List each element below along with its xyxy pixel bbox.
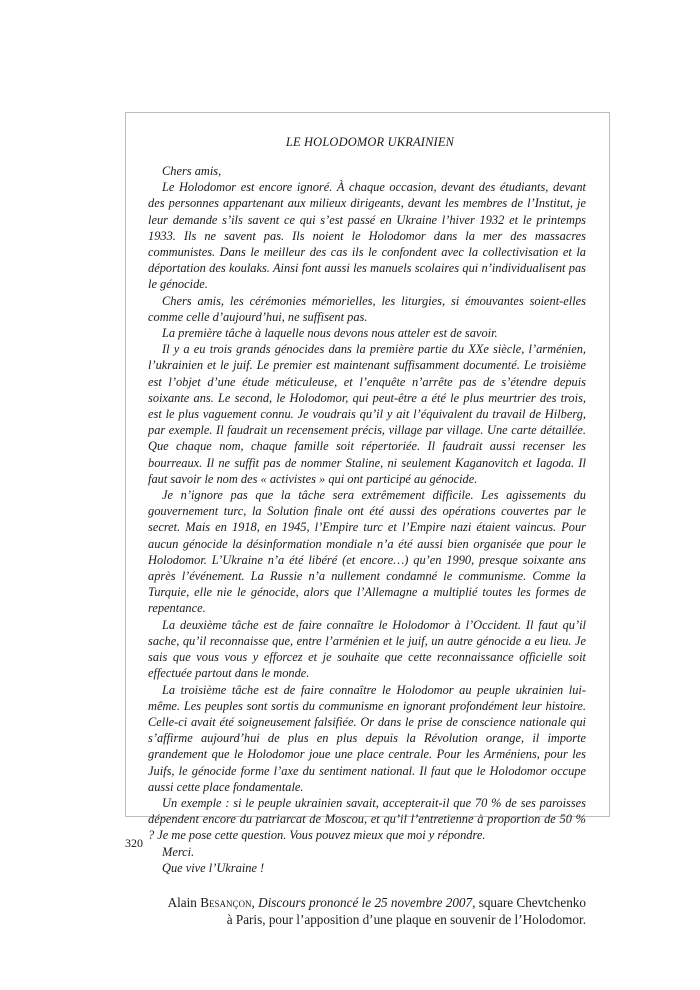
page-number: 320 [125,836,143,850]
speech-reference: Discours prononcé le 25 novembre 2007, [258,894,476,910]
paragraph-2: Chers amis, les cérémonies mémorielles, les liturgies, si émouvantes soient-elles comme celle d’aujourd’hui, ne suffisent pas. [148,293,586,324]
paragraph-greeting: Chers amis, [162,164,222,178]
paragraph-3: La première tâche à laquelle nous devons nous atteler est de savoir. [162,326,498,341]
speech-place: square Chevtchenko [478,894,586,910]
page-title: LE HOLODOMOR UKRAINIEN [285,135,455,149]
paragraph-closing: Que vive l’Ukraine ! [162,860,265,875]
author-first-name: Alain [167,894,197,910]
paragraph-1: Le Holodomor est encore ignoré. À chaque occasion, devant des étudiants, devant des personnes appartenant aux milieux dirigeants, devant les membres de l’Institut, je leur demande s’ils savent ce qui s’est passé en Ukraine l’hiver 1932 et le printemps 1933. Ils ne savent pas. Ils noient le Holodomor dans la mer des massacres communistes. Dans le meilleur des cas ils le confondent avec la collectivisation et la déportation des koulaks. Ainsi font aussi les manuels scolaires qui n’individualisent pas le génocide. [148,180,586,292]
document-body [148,135,586,928]
paragraph-6: La deuxième tâche est de faire connaître le Holodomor à l’Occident. Il faut qu’il sache, qu’il reconnaisse que, entre l’arménien et le juif, un autre génocide a eu lieu. Je sais que vous vous y efforcez et je souhaite que cette reconnaissance officielle soit effectuée partout dans le monde. [148,617,586,681]
paragraph-4: Il y a eu trois grands génocides dans la première partie du XXe siècle, l’arménien, l’ukrainien et le juif. Le premier est maintenant suffisamment documenté. Le troisième est l’objet d’une étude méticuleuse, et l’enquête n’arrête pas de s’étendre depuis soixante ans. Le second, le Holodomor, qui peut-être a été le plus meurtrier des trois, est le plus vaguement connu. Je voudrais qu’il y ait l’équivalent du travail de Hilberg, par exemple. Il faudrait un recensement précis, village par village. Une carte détaillée. Que chaque nom, chaque famille soit répertoriée. Il faudrait aussi recenser les bourreaux. Il ne suffit pas de nommer Staline, ni seulement Kaganovitch et Iagoda. Il faut savoir le nom des « activistes » qui ont participé au génocide. [148,342,586,486]
author-last-name: Besançon, [200,894,255,910]
signature-block [148,894,586,928]
signature-line-1 [148,894,586,911]
paragraph-5: Je n’ignore pas que la tâche sera extrêmement difficile. Les agissements du gouvernement turc, la Solution finale ont été aussi des opérations couvertes par le secret. Mais en 1918, en 1945, l’Empire turc et l’Empire nazi étaient vaincus. Pour aucun génocide la désinformation mondiale n’a été aussi bien organisée que pour le Holodomor. L’Ukraine n’a été libéré (et encore…) qu’en 1990, presque soixante ans après l’événement. La Russie n’a nullement condamné le communisme. Comme la Turquie, elle nie le génocide, alors que l’Allemagne a multiplié toutes les formes de repentance. [148,488,586,616]
paragraph-7: La troisième tâche est de faire connaître le Holodomor au peuple ukrainien lui-même. Les peuples sont sortis du communisme en ignorant profondément leur histoire. Celle-ci avait été soigneusement falsifiée. Or dans le prise de conscience nationale qui s’affirme aujourd’hui de plus en plus depuis la Révolution orange, il importe grandement que le Holodomor joue une place centrale. Pour les Arméniens, pour les Juifs, le génocide forme l’axe du sentiment national. Il faut que le Holodomor occupe aussi cette place fondamentale. [148,682,586,794]
paragraph-thanks: Merci. [162,844,195,859]
signature-line-2: à Paris, pour l’apposition d’une plaque en souvenir de l’Holodomor. [226,911,586,927]
paragraph-8: Un exemple : si le peuple ukrainien savait, accepterait-il que 70 % de ses paroisses dépendent encore du patriarcat de Moscou, et qu’il l’entretienne à proportion de 50 % ? Je me pose cette question. Vous pouvez mieux que moi y répondre. [148,795,586,843]
